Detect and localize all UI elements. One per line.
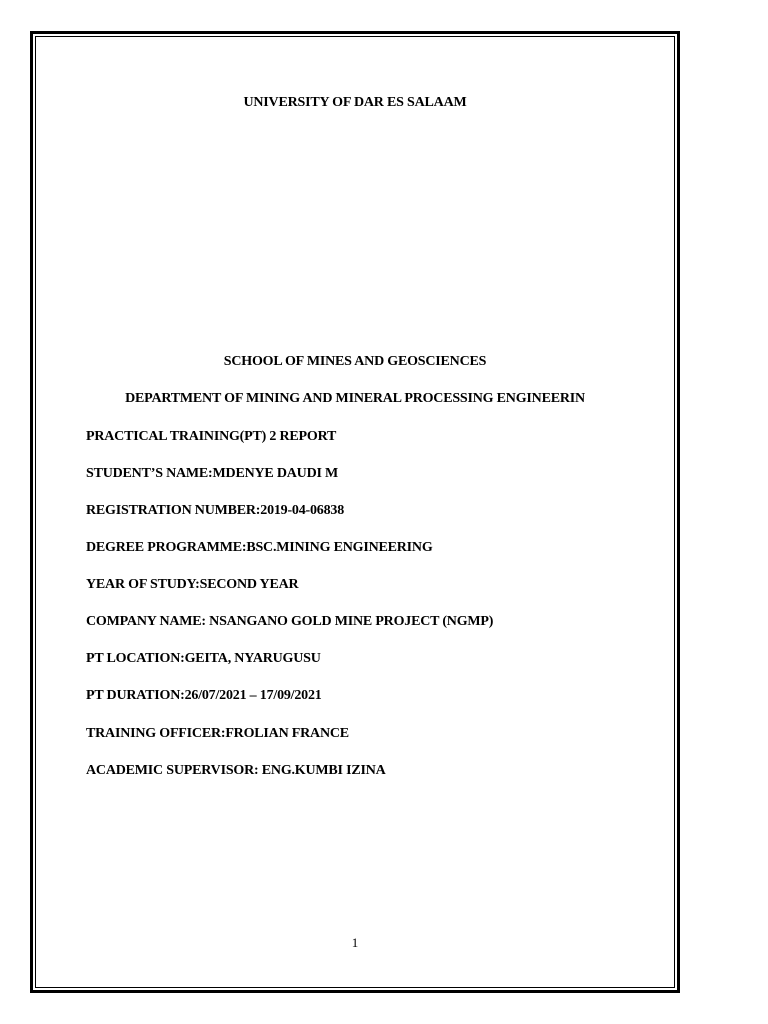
department-title: DEPARTMENT OF MINING AND MINERAL PROCESSING ENGINEERIN (125, 391, 585, 406)
field-pt-location (86, 651, 321, 667)
field-year-of-study (86, 577, 298, 593)
field-label: PT LOCATION: (86, 651, 185, 666)
field-label: TRAINING OFFICER: (86, 726, 226, 741)
field-value: FROLIAN FRANCE (225, 726, 349, 741)
field-value: ENG.KUMBI IZINA (258, 763, 386, 778)
field-label: STUDENT’S NAME: (86, 466, 213, 481)
page-number: 1 (351, 935, 359, 950)
field-value: SECOND YEAR (199, 577, 299, 592)
field-value: 2019-04-06838 (260, 503, 344, 518)
field-label: ACADEMIC SUPERVISOR: (86, 763, 259, 778)
field-pt-duration (86, 688, 322, 704)
field-degree-programme (86, 540, 433, 556)
field-value: BSC.MINING ENGINEERING (246, 540, 433, 555)
university-title: UNIVERSITY OF DAR ES SALAAM (243, 95, 467, 110)
field-label: REGISTRATION NUMBER: (86, 503, 261, 518)
field-label: YEAR OF STUDY: (86, 577, 200, 592)
field-label: COMPANY NAME: (86, 614, 206, 629)
field-value: 26/07/2021 – 17/09/2021 (184, 688, 322, 703)
field-label: DEGREE PROGRAMME: (86, 540, 247, 555)
school-title: SCHOOL OF MINES AND GEOSCIENCES (223, 354, 487, 369)
field-label: PT DURATION: (86, 688, 185, 703)
field-value: NSANGANO GOLD MINE PROJECT (NGMP) (205, 614, 494, 629)
field-value: GEITA, NYARUGUSU (184, 651, 321, 666)
field-academic-supervisor (86, 763, 386, 779)
field-training-officer (86, 726, 349, 742)
field-registration-number (86, 503, 344, 519)
field-value: MDENYE DAUDI M (212, 466, 339, 481)
field-company-name (86, 614, 493, 630)
field-student-name (86, 466, 338, 482)
report-title: PRACTICAL TRAINING(PT) 2 REPORT (86, 429, 337, 444)
